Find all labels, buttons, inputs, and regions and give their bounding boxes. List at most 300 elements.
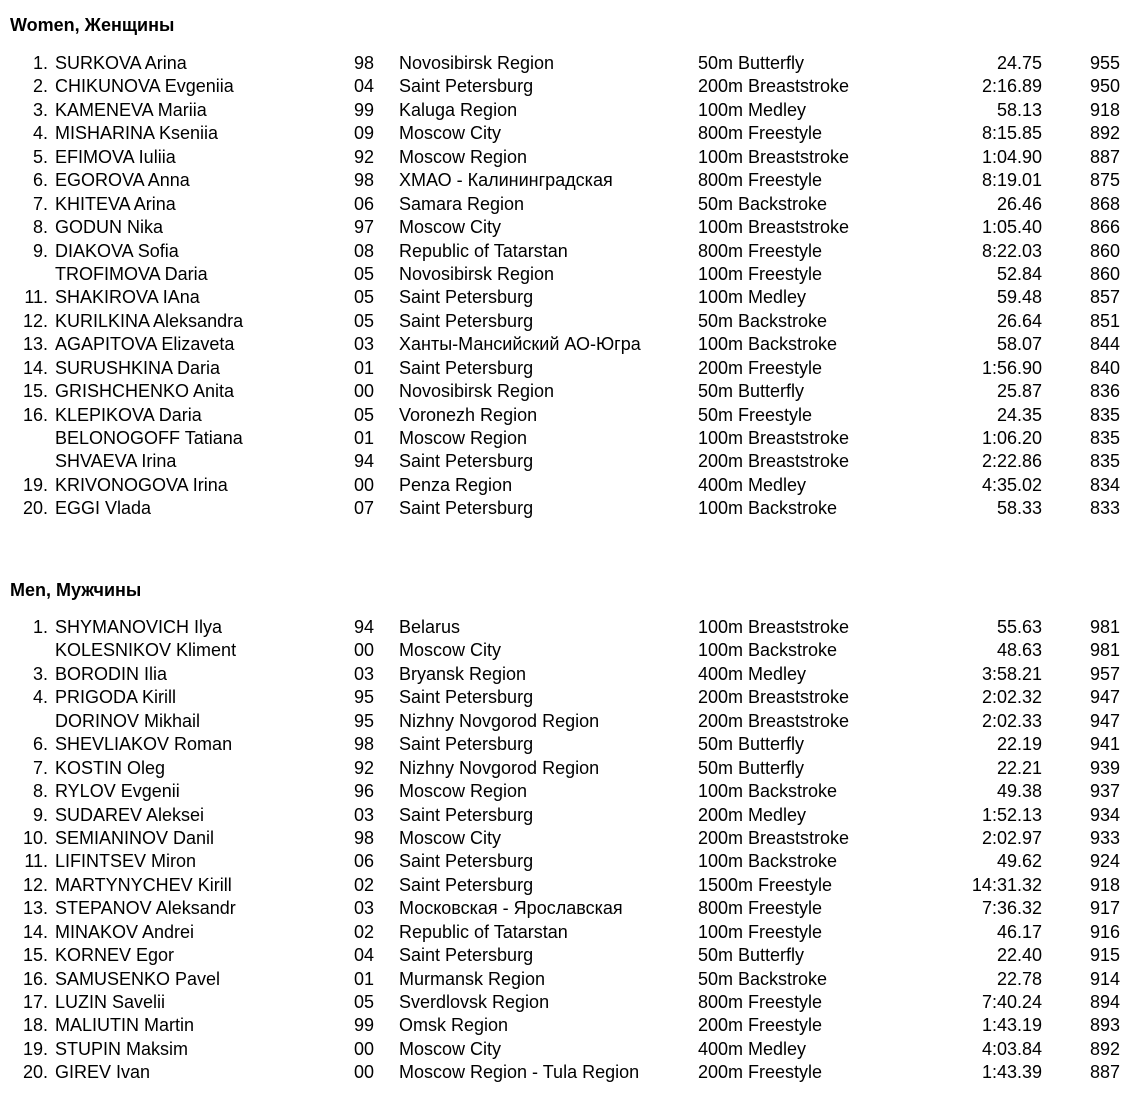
result-time: 4:35.02 xyxy=(981,474,1042,495)
result-year: 00 xyxy=(354,474,375,495)
result-row xyxy=(0,450,1142,473)
result-year: 00 xyxy=(354,381,375,402)
result-region: Moscow Region xyxy=(399,428,528,448)
result-year: 00 xyxy=(354,1038,375,1059)
result-row xyxy=(0,616,1142,639)
result-rank: 1. xyxy=(32,53,48,73)
result-time: 24.75 xyxy=(996,53,1042,73)
result-event: 50m Backstroke xyxy=(698,968,828,989)
result-region: Kaluga Region xyxy=(399,99,518,120)
result-points: 836 xyxy=(1089,381,1120,402)
result-time: 24.35 xyxy=(996,404,1042,425)
result-time: 46.17 xyxy=(996,921,1042,942)
result-row xyxy=(0,874,1142,897)
result-region: Penza Region xyxy=(399,474,513,495)
result-rank: 15. xyxy=(22,945,48,966)
result-year: 03 xyxy=(354,804,375,825)
result-region: Sverdlovsk Region xyxy=(399,992,550,1012)
result-region: Saint Petersburg xyxy=(399,734,534,755)
women-results-list xyxy=(0,52,1142,521)
result-event: 100m Breaststroke xyxy=(698,428,850,448)
result-event: 100m Medley xyxy=(698,99,807,120)
men-section-title: Men, Мужчины xyxy=(10,580,142,600)
result-time: 49.38 xyxy=(996,781,1042,802)
result-event: 100m Backstroke xyxy=(698,498,838,519)
result-time: 3:58.21 xyxy=(981,663,1042,684)
result-time: 52.84 xyxy=(996,263,1042,284)
result-year: 01 xyxy=(354,428,375,448)
result-rank: 19. xyxy=(22,474,48,495)
result-points: 834 xyxy=(1089,474,1120,495)
result-time: 49.62 xyxy=(996,851,1042,872)
result-row xyxy=(0,733,1142,756)
result-row xyxy=(0,968,1142,991)
result-rank: 19. xyxy=(22,1038,48,1059)
result-name: SHVAEVA Irina xyxy=(55,451,177,472)
result-points: 918 xyxy=(1089,99,1120,120)
result-row xyxy=(0,757,1142,780)
result-event: 50m Freestyle xyxy=(698,404,813,425)
result-time: 22.19 xyxy=(996,734,1042,755)
result-points: 950 xyxy=(1089,76,1120,97)
result-rank: 11. xyxy=(24,851,48,872)
result-year: 95 xyxy=(354,710,375,731)
result-event: 200m Breaststroke xyxy=(698,710,850,731)
result-event: 100m Backstroke xyxy=(698,781,838,802)
result-rank: 16. xyxy=(22,968,48,989)
result-row xyxy=(0,286,1142,309)
result-year: 98 xyxy=(354,827,375,848)
result-points: 941 xyxy=(1089,734,1120,755)
result-points: 894 xyxy=(1089,992,1120,1012)
result-time: 1:56.90 xyxy=(981,357,1042,378)
result-event: 200m Freestyle xyxy=(698,357,823,378)
result-event: 200m Medley xyxy=(698,804,807,825)
result-year: 94 xyxy=(354,617,375,637)
result-event: 50m Butterfly xyxy=(698,381,805,402)
result-name: GRISHCHENKO Anita xyxy=(55,381,235,402)
result-row xyxy=(0,404,1142,427)
result-time: 2:22.86 xyxy=(981,451,1042,472)
result-time: 4:03.84 xyxy=(981,1038,1042,1059)
result-rank: 7. xyxy=(32,757,48,778)
result-row xyxy=(0,897,1142,920)
result-row xyxy=(0,663,1142,686)
result-time: 1:52.13 xyxy=(981,804,1042,825)
result-year: 00 xyxy=(354,1062,375,1083)
result-name: LUZIN Savelii xyxy=(55,992,166,1012)
result-region: Omsk Region xyxy=(399,1015,509,1036)
result-points: 947 xyxy=(1089,687,1120,708)
result-event: 400m Medley xyxy=(698,474,807,495)
result-event: 50m Backstroke xyxy=(698,310,828,331)
result-rank: 14. xyxy=(22,921,48,942)
result-time: 8:22.03 xyxy=(981,240,1042,261)
result-year: 07 xyxy=(354,498,375,519)
result-year: 99 xyxy=(354,99,375,120)
result-time: 1:43.39 xyxy=(981,1062,1042,1083)
result-points: 851 xyxy=(1089,310,1120,331)
result-year: 99 xyxy=(354,1015,375,1036)
result-row xyxy=(0,1038,1142,1061)
result-year: 00 xyxy=(354,640,375,661)
result-row xyxy=(0,639,1142,662)
result-name: SUDAREV Aleksei xyxy=(55,804,205,825)
result-row xyxy=(0,686,1142,709)
result-year: 95 xyxy=(354,687,375,708)
result-row xyxy=(0,216,1142,239)
result-time: 22.40 xyxy=(996,945,1042,966)
result-time: 26.64 xyxy=(996,310,1042,331)
result-row xyxy=(0,710,1142,733)
result-name: STEPANOV Aleksandr xyxy=(55,898,236,919)
result-name: KAMENEVA Mariia xyxy=(55,99,207,120)
result-rank: 17. xyxy=(22,992,48,1012)
result-time: 8:19.01 xyxy=(981,170,1042,191)
result-points: 937 xyxy=(1089,781,1120,802)
result-points: 934 xyxy=(1089,804,1120,825)
result-name: SEMIANINOV Danil xyxy=(55,827,215,848)
result-region: Saint Petersburg xyxy=(399,451,534,472)
result-year: 06 xyxy=(354,851,375,872)
result-name: SAMUSENKO Pavel xyxy=(55,968,221,989)
result-points: 892 xyxy=(1089,1038,1120,1059)
result-points: 860 xyxy=(1089,240,1120,261)
result-rank: 13. xyxy=(22,334,48,355)
result-rank: 10. xyxy=(22,827,48,848)
result-rank: 5. xyxy=(32,146,48,167)
result-row xyxy=(0,427,1142,450)
result-name: KORNEV Egor xyxy=(55,945,175,966)
result-year: 01 xyxy=(354,968,375,989)
result-year: 92 xyxy=(354,757,375,778)
result-year: 98 xyxy=(354,734,375,755)
result-name: GIREV Ivan xyxy=(55,1062,151,1083)
result-rank: 8. xyxy=(32,781,48,802)
result-region: Murmansk Region xyxy=(399,968,546,989)
result-rank: 11. xyxy=(24,287,48,308)
result-event: 100m Backstroke xyxy=(698,334,838,355)
result-points: 892 xyxy=(1089,123,1120,144)
result-year: 04 xyxy=(354,76,375,97)
result-row xyxy=(0,52,1142,75)
result-name: SHAKIROVA IAna xyxy=(55,287,200,308)
result-time: 25.87 xyxy=(996,381,1042,402)
result-time: 8:15.85 xyxy=(981,123,1042,144)
result-region: Novosibirsk Region xyxy=(399,381,555,402)
result-event: 400m Medley xyxy=(698,663,807,684)
result-name: CHIKUNOVA Evgeniia xyxy=(55,76,234,97)
result-name: TROFIMOVA Daria xyxy=(55,263,208,284)
result-region: Republic of Tatarstan xyxy=(399,921,568,942)
result-rank: 14. xyxy=(22,357,48,378)
result-event: 200m Freestyle xyxy=(698,1062,823,1083)
result-row xyxy=(0,1014,1142,1037)
result-region: Nizhny Novgorod Region xyxy=(399,757,600,778)
result-time: 55.63 xyxy=(996,617,1042,637)
result-region: Moscow Region - Tula Region xyxy=(399,1062,640,1083)
result-points: 918 xyxy=(1089,874,1120,895)
result-region: Saint Petersburg xyxy=(399,76,534,97)
result-name: DORINOV Mikhail xyxy=(55,710,201,731)
result-row xyxy=(0,1061,1142,1084)
result-event: 100m Backstroke xyxy=(698,851,838,872)
result-row xyxy=(0,99,1142,122)
result-name: SURKOVA Arina xyxy=(55,53,187,73)
result-name: LIFINTSEV Miron xyxy=(55,851,197,872)
result-event: 200m Breaststroke xyxy=(698,687,850,708)
result-region: Saint Petersburg xyxy=(399,498,534,519)
result-time: 59.48 xyxy=(996,287,1042,308)
result-row xyxy=(0,240,1142,263)
result-year: 02 xyxy=(354,921,375,942)
result-row xyxy=(0,310,1142,333)
result-region: Saint Petersburg xyxy=(399,357,534,378)
result-row xyxy=(0,497,1142,520)
result-event: 100m Breaststroke xyxy=(698,617,850,637)
result-event: 100m Breaststroke xyxy=(698,146,850,167)
result-rank: 16. xyxy=(22,404,48,425)
result-rank: 13. xyxy=(22,898,48,919)
result-name: EGGI Vlada xyxy=(55,498,152,519)
result-points: 860 xyxy=(1089,263,1120,284)
result-region: Belarus xyxy=(399,617,461,637)
result-row xyxy=(0,380,1142,403)
result-rank: 3. xyxy=(32,663,48,684)
result-name: KOSTIN Oleg xyxy=(55,757,166,778)
result-row xyxy=(0,146,1142,169)
result-year: 98 xyxy=(354,170,375,191)
result-event: 200m Breaststroke xyxy=(698,827,850,848)
result-event: 50m Butterfly xyxy=(698,53,805,73)
result-rank: 12. xyxy=(22,310,48,331)
result-rank: 18. xyxy=(22,1015,48,1036)
result-points: 981 xyxy=(1089,640,1120,661)
result-row xyxy=(0,850,1142,873)
result-time: 26.46 xyxy=(996,193,1042,214)
result-year: 08 xyxy=(354,240,375,261)
result-row xyxy=(0,357,1142,380)
result-event: 1500m Freestyle xyxy=(698,874,833,895)
result-rank: 1. xyxy=(32,617,48,637)
result-row xyxy=(0,333,1142,356)
result-name: KURILKINA Aleksandra xyxy=(55,310,244,331)
result-points: 857 xyxy=(1089,287,1120,308)
result-points: 893 xyxy=(1089,1015,1120,1036)
result-event: 50m Butterfly xyxy=(698,734,805,755)
result-name: SHYMANOVICH Ilya xyxy=(55,617,223,637)
result-event: 200m Breaststroke xyxy=(698,451,850,472)
result-event: 800m Freestyle xyxy=(698,240,823,261)
result-points: 917 xyxy=(1089,898,1120,919)
result-points: 866 xyxy=(1089,217,1120,238)
result-region: Moscow City xyxy=(399,1038,502,1059)
result-year: 05 xyxy=(354,310,375,331)
result-year: 02 xyxy=(354,874,375,895)
result-row xyxy=(0,991,1142,1014)
result-event: 400m Medley xyxy=(698,1038,807,1059)
result-name: MINAKOV Andrei xyxy=(55,921,195,942)
result-name: KLEPIKOVA Daria xyxy=(55,404,202,425)
result-points: 933 xyxy=(1089,827,1120,848)
result-points: 914 xyxy=(1089,968,1120,989)
result-row xyxy=(0,827,1142,850)
result-row xyxy=(0,474,1142,497)
result-points: 835 xyxy=(1089,404,1120,425)
result-points: 915 xyxy=(1089,945,1120,966)
result-rank: 6. xyxy=(32,734,48,755)
result-time: 58.33 xyxy=(996,498,1042,519)
result-name: PRIGODA Kirill xyxy=(55,687,177,708)
result-name: KOLESNIKOV Kliment xyxy=(55,640,237,661)
result-name: EFIMOVA Iuliia xyxy=(55,146,176,167)
result-year: 04 xyxy=(354,945,375,966)
result-event: 200m Freestyle xyxy=(698,1015,823,1036)
result-time: 7:36.32 xyxy=(981,898,1042,919)
result-event: 50m Butterfly xyxy=(698,945,805,966)
result-name: KRIVONOGOVA Irina xyxy=(55,474,228,495)
result-region: Saint Petersburg xyxy=(399,804,534,825)
result-row xyxy=(0,263,1142,286)
result-time: 2:02.32 xyxy=(981,687,1042,708)
result-rank: 6. xyxy=(32,170,48,191)
result-region: Voronezh Region xyxy=(399,404,538,425)
result-name: SURUSHKINA Daria xyxy=(55,357,221,378)
result-name: AGAPITOVA Elizaveta xyxy=(55,334,235,355)
result-year: 05 xyxy=(354,263,375,284)
result-year: 92 xyxy=(354,146,375,167)
result-name: BELONOGOFF Tatiana xyxy=(55,428,243,448)
result-name: BORODIN Ilia xyxy=(55,663,168,684)
result-region: Novosibirsk Region xyxy=(399,263,555,284)
result-points: 939 xyxy=(1089,757,1120,778)
result-region: Moscow City xyxy=(399,123,502,144)
result-event: 800m Freestyle xyxy=(698,992,823,1012)
men-results-list xyxy=(0,616,1142,1085)
result-time: 1:05.40 xyxy=(981,217,1042,238)
result-name: KHITEVA Arina xyxy=(55,193,176,214)
result-points: 833 xyxy=(1089,498,1120,519)
result-event: 100m Breaststroke xyxy=(698,217,850,238)
result-region: ХМАО - Калининградская xyxy=(399,170,613,191)
result-region: Republic of Tatarstan xyxy=(399,240,568,261)
result-region: Saint Petersburg xyxy=(399,851,534,872)
result-points: 844 xyxy=(1089,334,1120,355)
result-time: 14:31.32 xyxy=(971,874,1042,895)
result-rank: 4. xyxy=(32,687,48,708)
result-region: Moscow City xyxy=(399,640,502,661)
result-rank: 9. xyxy=(32,240,48,261)
result-region: Ханты-Мансийский АО-Югра xyxy=(399,334,641,355)
result-year: 09 xyxy=(354,123,375,144)
result-points: 887 xyxy=(1089,1062,1120,1083)
result-rank: 12. xyxy=(22,874,48,895)
result-region: Moscow Region xyxy=(399,146,528,167)
result-name: GODUN Nika xyxy=(55,217,164,238)
result-time: 2:16.89 xyxy=(981,76,1042,97)
result-event: 800m Freestyle xyxy=(698,170,823,191)
result-time: 1:04.90 xyxy=(981,146,1042,167)
result-points: 955 xyxy=(1089,53,1120,73)
result-event: 800m Freestyle xyxy=(698,898,823,919)
result-time: 2:02.33 xyxy=(981,710,1042,731)
result-time: 48.63 xyxy=(996,640,1042,661)
result-points: 835 xyxy=(1089,451,1120,472)
result-rank: 3. xyxy=(32,99,48,120)
result-region: Nizhny Novgorod Region xyxy=(399,710,600,731)
result-row xyxy=(0,193,1142,216)
result-event: 100m Freestyle xyxy=(698,263,823,284)
result-year: 97 xyxy=(354,217,375,238)
result-year: 05 xyxy=(354,404,375,425)
result-points: 887 xyxy=(1089,146,1120,167)
result-row xyxy=(0,780,1142,803)
result-time: 58.13 xyxy=(996,99,1042,120)
result-points: 868 xyxy=(1089,193,1120,214)
result-time: 22.78 xyxy=(996,968,1042,989)
result-name: EGOROVA Anna xyxy=(55,170,190,191)
result-region: Московская - Ярославская xyxy=(399,898,623,919)
result-time: 22.21 xyxy=(996,757,1042,778)
result-points: 875 xyxy=(1089,170,1120,191)
result-time: 1:43.19 xyxy=(981,1015,1042,1036)
result-name: MISHARINA Kseniia xyxy=(55,123,219,144)
result-points: 840 xyxy=(1089,357,1120,378)
result-year: 01 xyxy=(354,357,375,378)
result-region: Novosibirsk Region xyxy=(399,53,555,73)
result-time: 7:40.24 xyxy=(981,992,1042,1012)
result-year: 06 xyxy=(354,193,375,214)
result-year: 03 xyxy=(354,663,375,684)
result-region: Saint Petersburg xyxy=(399,945,534,966)
result-points: 981 xyxy=(1089,617,1120,637)
result-year: 98 xyxy=(354,53,375,73)
result-region: Saint Petersburg xyxy=(399,287,534,308)
result-region: Moscow City xyxy=(399,827,502,848)
result-event: 100m Backstroke xyxy=(698,640,838,661)
result-region: Saint Petersburg xyxy=(399,687,534,708)
result-rank: 4. xyxy=(32,123,48,144)
result-time: 2:02.97 xyxy=(981,827,1042,848)
result-time: 58.07 xyxy=(996,334,1042,355)
result-region: Saint Petersburg xyxy=(399,874,534,895)
result-rank: 2. xyxy=(32,76,48,97)
result-event: 100m Freestyle xyxy=(698,921,823,942)
result-rank: 20. xyxy=(22,498,48,519)
result-rank: 15. xyxy=(22,381,48,402)
result-points: 947 xyxy=(1089,710,1120,731)
result-row xyxy=(0,804,1142,827)
result-name: STUPIN Maksim xyxy=(55,1038,189,1059)
result-points: 957 xyxy=(1089,663,1120,684)
result-rank: 8. xyxy=(32,217,48,238)
result-points: 916 xyxy=(1089,921,1120,942)
result-points: 924 xyxy=(1089,851,1120,872)
result-name: MALIUTIN Martin xyxy=(55,1015,195,1036)
result-year: 03 xyxy=(354,334,375,355)
women-section-title: Women, Женщины xyxy=(10,15,175,35)
result-row xyxy=(0,921,1142,944)
result-event: 50m Butterfly xyxy=(698,757,805,778)
result-event: 100m Medley xyxy=(698,287,807,308)
result-year: 03 xyxy=(354,898,375,919)
result-points: 835 xyxy=(1089,428,1120,448)
result-name: RYLOV Evgenii xyxy=(55,781,180,802)
result-time: 1:06.20 xyxy=(981,428,1042,448)
result-row xyxy=(0,944,1142,967)
result-year: 05 xyxy=(354,287,375,308)
result-row xyxy=(0,169,1142,192)
